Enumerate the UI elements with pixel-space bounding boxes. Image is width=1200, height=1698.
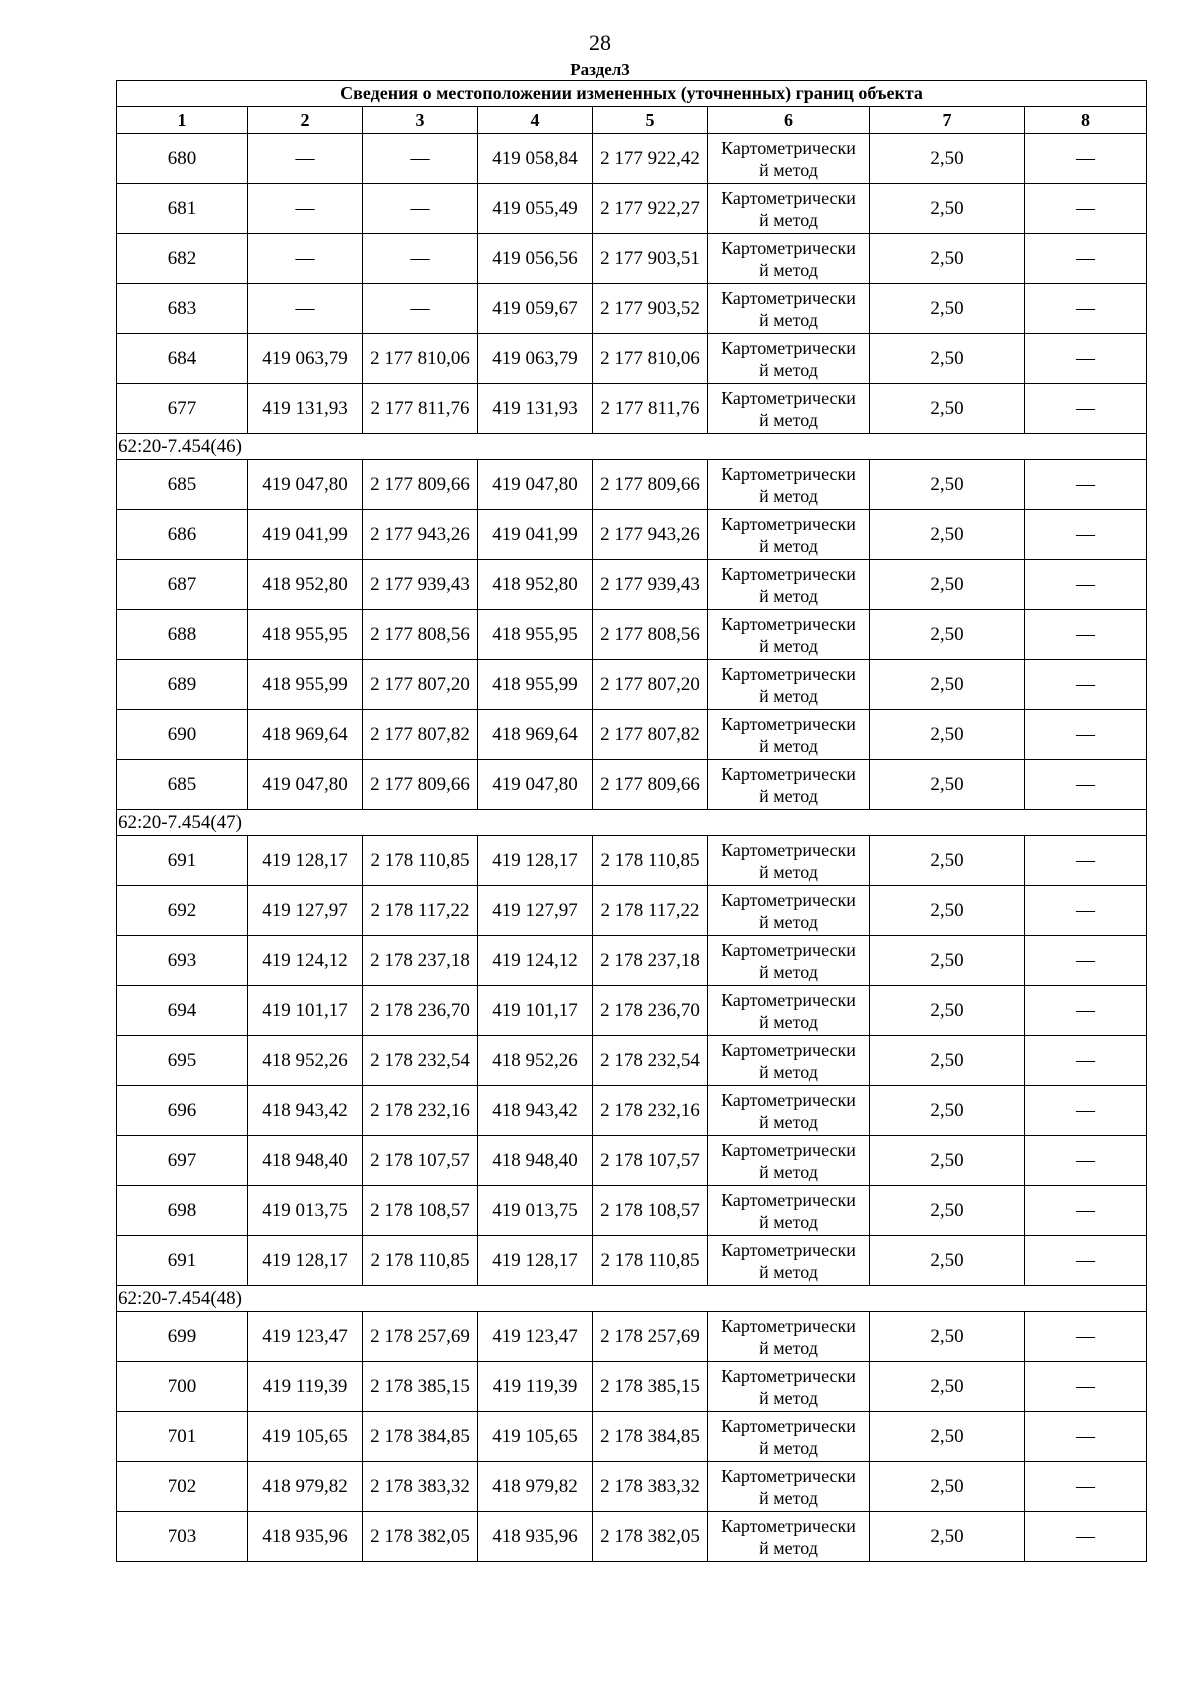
- cell-accuracy: 2,50: [870, 334, 1025, 384]
- cell-point-number: 697: [117, 1136, 248, 1186]
- cell-point-number: 698: [117, 1186, 248, 1236]
- cell-new-y: 2 178 232,54: [593, 1036, 708, 1086]
- cell-old-y: 2 178 384,85: [363, 1412, 478, 1462]
- cell-new-y: 2 177 903,52: [593, 284, 708, 334]
- cell-old-x: 419 127,97: [248, 886, 363, 936]
- cell-new-y: 2 177 808,56: [593, 610, 708, 660]
- cell-old-x: 419 013,75: [248, 1186, 363, 1236]
- cell-old-x: 418 955,95: [248, 610, 363, 660]
- section-title: Раздел3: [570, 60, 630, 79]
- cell-point-number: 694: [117, 986, 248, 1036]
- cell-method: Картометрически й метод: [708, 1036, 870, 1086]
- cell-accuracy: 2,50: [870, 836, 1025, 886]
- cell-new-y: 2 177 807,82: [593, 710, 708, 760]
- cell-old-y: 2 177 943,26: [363, 510, 478, 560]
- column-header: 8: [1025, 107, 1147, 134]
- cell-new-x: 418 952,26: [478, 1036, 593, 1086]
- group-row: [117, 434, 1147, 460]
- cell-method: Картометрически й метод: [708, 1462, 870, 1512]
- cell-old-y: 2 178 110,85: [363, 1236, 478, 1286]
- cell-old-y: 2 178 232,54: [363, 1036, 478, 1086]
- cell-accuracy: 2,50: [870, 234, 1025, 284]
- cell-new-y: 2 177 809,66: [593, 760, 708, 810]
- coordinates-table-container: [116, 80, 1146, 1562]
- table-row: [117, 1236, 1147, 1286]
- cell-old-x: 419 101,17: [248, 986, 363, 1036]
- cell-point-number: 689: [117, 660, 248, 710]
- cell-new-y: 2 178 117,22: [593, 886, 708, 936]
- cell-old-x: —: [248, 284, 363, 334]
- cell-accuracy: 2,50: [870, 660, 1025, 710]
- cell-method: Картометрически й метод: [708, 1362, 870, 1412]
- cell-new-x: 419 058,84: [478, 134, 593, 184]
- cell-description: —: [1025, 334, 1147, 384]
- table-caption-row: [117, 81, 1147, 107]
- table-row: [117, 836, 1147, 886]
- cell-new-x: 419 055,49: [478, 184, 593, 234]
- cell-new-y: 2 177 810,06: [593, 334, 708, 384]
- cell-point-number: 692: [117, 886, 248, 936]
- column-header: 3: [363, 107, 478, 134]
- cell-old-x: 418 952,80: [248, 560, 363, 610]
- cell-old-y: 2 178 383,32: [363, 1462, 478, 1512]
- table-caption: Сведения о местоположении измененных (уточненных) границ объекта: [117, 81, 1147, 107]
- cell-description: —: [1025, 1362, 1147, 1412]
- cell-accuracy: 2,50: [870, 1236, 1025, 1286]
- cell-old-x: —: [248, 134, 363, 184]
- cell-description: —: [1025, 836, 1147, 886]
- table-row: [117, 184, 1147, 234]
- cell-old-y: 2 178 232,16: [363, 1086, 478, 1136]
- cell-old-y: 2 178 236,70: [363, 986, 478, 1036]
- column-header-row: [117, 107, 1147, 134]
- cell-old-x: 418 948,40: [248, 1136, 363, 1186]
- table-row: [117, 1036, 1147, 1086]
- cell-new-x: 419 128,17: [478, 836, 593, 886]
- group-label: 62:20-7.454(46): [117, 434, 1147, 460]
- cell-new-x: 418 969,64: [478, 710, 593, 760]
- cell-description: —: [1025, 184, 1147, 234]
- cell-point-number: 695: [117, 1036, 248, 1086]
- cell-old-x: 418 969,64: [248, 710, 363, 760]
- cell-point-number: 691: [117, 1236, 248, 1286]
- cell-new-y: 2 178 382,05: [593, 1512, 708, 1562]
- cell-old-x: 419 063,79: [248, 334, 363, 384]
- cell-new-y: 2 178 108,57: [593, 1186, 708, 1236]
- cell-method: Картометрически й метод: [708, 1136, 870, 1186]
- cell-accuracy: 2,50: [870, 1186, 1025, 1236]
- cell-old-x: 419 119,39: [248, 1362, 363, 1412]
- cell-old-y: —: [363, 184, 478, 234]
- cell-old-y: 2 178 110,85: [363, 836, 478, 886]
- cell-method: Картометрически й метод: [708, 334, 870, 384]
- cell-method: Картометрически й метод: [708, 1086, 870, 1136]
- cell-method: Картометрически й метод: [708, 710, 870, 760]
- cell-new-y: 2 177 922,27: [593, 184, 708, 234]
- cell-method: Картометрически й метод: [708, 460, 870, 510]
- cell-accuracy: 2,50: [870, 284, 1025, 334]
- cell-new-x: 419 047,80: [478, 760, 593, 810]
- cell-new-x: 418 943,42: [478, 1086, 593, 1136]
- cell-new-x: 419 056,56: [478, 234, 593, 284]
- group-label: 62:20-7.454(48): [117, 1286, 1147, 1312]
- column-header: 7: [870, 107, 1025, 134]
- cell-description: —: [1025, 1186, 1147, 1236]
- cell-old-x: 419 047,80: [248, 760, 363, 810]
- cell-point-number: 688: [117, 610, 248, 660]
- cell-description: —: [1025, 284, 1147, 334]
- cell-new-y: 2 177 939,43: [593, 560, 708, 610]
- table-row: [117, 1312, 1147, 1362]
- cell-new-y: 2 177 922,42: [593, 134, 708, 184]
- cell-new-x: 418 955,99: [478, 660, 593, 710]
- cell-description: —: [1025, 710, 1147, 760]
- cell-new-y: 2 178 383,32: [593, 1462, 708, 1512]
- table-row: [117, 710, 1147, 760]
- cell-description: —: [1025, 760, 1147, 810]
- cell-description: —: [1025, 936, 1147, 986]
- cell-description: —: [1025, 1312, 1147, 1362]
- cell-description: —: [1025, 560, 1147, 610]
- table-row: [117, 460, 1147, 510]
- cell-old-y: 2 178 117,22: [363, 886, 478, 936]
- cell-old-y: 2 178 107,57: [363, 1136, 478, 1186]
- cell-point-number: 703: [117, 1512, 248, 1562]
- cell-method: Картометрически й метод: [708, 886, 870, 936]
- cell-new-x: 419 124,12: [478, 936, 593, 986]
- cell-description: —: [1025, 384, 1147, 434]
- cell-description: —: [1025, 1036, 1147, 1086]
- column-header: 1: [117, 107, 248, 134]
- cell-new-y: 2 178 237,18: [593, 936, 708, 986]
- table-row: [117, 234, 1147, 284]
- cell-new-y: 2 177 903,51: [593, 234, 708, 284]
- cell-accuracy: 2,50: [870, 1462, 1025, 1512]
- cell-point-number: 699: [117, 1312, 248, 1362]
- cell-method: Картометрически й метод: [708, 1186, 870, 1236]
- table-row: [117, 510, 1147, 560]
- cell-old-y: 2 178 257,69: [363, 1312, 478, 1362]
- table-row: [117, 1136, 1147, 1186]
- table-row: [117, 284, 1147, 334]
- cell-description: —: [1025, 1462, 1147, 1512]
- table-row: [117, 560, 1147, 610]
- cell-accuracy: 2,50: [870, 560, 1025, 610]
- cell-new-y: 2 177 807,20: [593, 660, 708, 710]
- table-row: [117, 1512, 1147, 1562]
- cell-method: Картометрически й метод: [708, 560, 870, 610]
- cell-new-x: 419 063,79: [478, 334, 593, 384]
- table-row: [117, 384, 1147, 434]
- cell-old-y: —: [363, 134, 478, 184]
- cell-accuracy: 2,50: [870, 760, 1025, 810]
- cell-old-y: 2 177 811,76: [363, 384, 478, 434]
- cell-accuracy: 2,50: [870, 384, 1025, 434]
- cell-accuracy: 2,50: [870, 1312, 1025, 1362]
- cell-old-y: 2 177 809,66: [363, 760, 478, 810]
- column-header: 4: [478, 107, 593, 134]
- cell-point-number: 680: [117, 134, 248, 184]
- cell-old-y: 2 178 237,18: [363, 936, 478, 986]
- cell-new-y: 2 178 257,69: [593, 1312, 708, 1362]
- cell-new-y: 2 177 811,76: [593, 384, 708, 434]
- cell-point-number: 686: [117, 510, 248, 560]
- table-row: [117, 1362, 1147, 1412]
- cell-description: —: [1025, 660, 1147, 710]
- cell-accuracy: 2,50: [870, 460, 1025, 510]
- cell-old-x: 419 105,65: [248, 1412, 363, 1462]
- cell-description: —: [1025, 134, 1147, 184]
- cell-old-y: 2 177 939,43: [363, 560, 478, 610]
- cell-old-x: 418 935,96: [248, 1512, 363, 1562]
- cell-new-x: 418 955,95: [478, 610, 593, 660]
- cell-new-x: 419 119,39: [478, 1362, 593, 1412]
- cell-new-x: 419 101,17: [478, 986, 593, 1036]
- cell-old-x: 419 124,12: [248, 936, 363, 986]
- coordinates-table: [116, 80, 1147, 1562]
- cell-accuracy: 2,50: [870, 986, 1025, 1036]
- cell-method: Картометрически й метод: [708, 936, 870, 986]
- cell-point-number: 682: [117, 234, 248, 284]
- cell-description: —: [1025, 986, 1147, 1036]
- cell-point-number: 700: [117, 1362, 248, 1412]
- cell-new-y: 2 178 107,57: [593, 1136, 708, 1186]
- cell-method: Картометрически й метод: [708, 836, 870, 886]
- cell-new-x: 418 948,40: [478, 1136, 593, 1186]
- cell-accuracy: 2,50: [870, 610, 1025, 660]
- cell-method: Картометрически й метод: [708, 384, 870, 434]
- cell-description: —: [1025, 1236, 1147, 1286]
- table-row: [117, 610, 1147, 660]
- cell-old-x: 419 123,47: [248, 1312, 363, 1362]
- cell-accuracy: 2,50: [870, 1136, 1025, 1186]
- group-row: [117, 1286, 1147, 1312]
- cell-method: Картометрически й метод: [708, 184, 870, 234]
- page-number: 28: [589, 30, 611, 55]
- cell-new-x: 419 013,75: [478, 1186, 593, 1236]
- table-row: [117, 886, 1147, 936]
- cell-old-x: 419 131,93: [248, 384, 363, 434]
- cell-method: Картометрически й метод: [708, 1512, 870, 1562]
- table-row: [117, 936, 1147, 986]
- cell-old-x: 418 979,82: [248, 1462, 363, 1512]
- column-header: 2: [248, 107, 363, 134]
- cell-new-y: 2 178 232,16: [593, 1086, 708, 1136]
- cell-old-y: 2 177 809,66: [363, 460, 478, 510]
- cell-point-number: 693: [117, 936, 248, 986]
- group-label: 62:20-7.454(47): [117, 810, 1147, 836]
- cell-method: Картометрически й метод: [708, 234, 870, 284]
- group-row: [117, 810, 1147, 836]
- cell-method: Картометрически й метод: [708, 510, 870, 560]
- cell-point-number: 685: [117, 460, 248, 510]
- cell-old-x: 418 952,26: [248, 1036, 363, 1086]
- cell-accuracy: 2,50: [870, 1412, 1025, 1462]
- cell-method: Картометрически й метод: [708, 986, 870, 1036]
- cell-point-number: 683: [117, 284, 248, 334]
- cell-new-y: 2 177 809,66: [593, 460, 708, 510]
- cell-new-x: 419 105,65: [478, 1412, 593, 1462]
- cell-point-number: 690: [117, 710, 248, 760]
- cell-method: Картометрически й метод: [708, 284, 870, 334]
- cell-description: —: [1025, 510, 1147, 560]
- cell-accuracy: 2,50: [870, 1512, 1025, 1562]
- cell-description: —: [1025, 1086, 1147, 1136]
- cell-old-x: 419 041,99: [248, 510, 363, 560]
- cell-accuracy: 2,50: [870, 936, 1025, 986]
- cell-new-x: 419 131,93: [478, 384, 593, 434]
- cell-new-y: 2 178 110,85: [593, 836, 708, 886]
- cell-method: Картометрически й метод: [708, 134, 870, 184]
- cell-old-x: 419 047,80: [248, 460, 363, 510]
- cell-new-x: 419 041,99: [478, 510, 593, 560]
- cell-old-y: 2 177 807,82: [363, 710, 478, 760]
- cell-point-number: 681: [117, 184, 248, 234]
- cell-old-x: 418 955,99: [248, 660, 363, 710]
- cell-new-y: 2 178 110,85: [593, 1236, 708, 1286]
- cell-accuracy: 2,50: [870, 710, 1025, 760]
- cell-accuracy: 2,50: [870, 1036, 1025, 1086]
- cell-new-x: 419 127,97: [478, 886, 593, 936]
- cell-new-x: 418 935,96: [478, 1512, 593, 1562]
- cell-old-y: 2 178 382,05: [363, 1512, 478, 1562]
- cell-accuracy: 2,50: [870, 886, 1025, 936]
- cell-point-number: 696: [117, 1086, 248, 1136]
- cell-point-number: 702: [117, 1462, 248, 1512]
- cell-accuracy: 2,50: [870, 510, 1025, 560]
- cell-point-number: 701: [117, 1412, 248, 1462]
- column-header: 6: [708, 107, 870, 134]
- cell-description: —: [1025, 234, 1147, 284]
- cell-old-y: —: [363, 234, 478, 284]
- table-row: [117, 1086, 1147, 1136]
- cell-method: Картометрически й метод: [708, 660, 870, 710]
- cell-description: —: [1025, 1512, 1147, 1562]
- cell-new-x: 419 128,17: [478, 1236, 593, 1286]
- cell-point-number: 677: [117, 384, 248, 434]
- cell-old-y: 2 177 807,20: [363, 660, 478, 710]
- cell-accuracy: 2,50: [870, 184, 1025, 234]
- cell-old-y: 2 178 385,15: [363, 1362, 478, 1412]
- cell-accuracy: 2,50: [870, 1086, 1025, 1136]
- cell-old-x: 419 128,17: [248, 836, 363, 886]
- cell-old-x: 418 943,42: [248, 1086, 363, 1136]
- cell-new-y: 2 177 943,26: [593, 510, 708, 560]
- cell-point-number: 691: [117, 836, 248, 886]
- table-row: [117, 986, 1147, 1036]
- cell-new-y: 2 178 384,85: [593, 1412, 708, 1462]
- cell-description: —: [1025, 1136, 1147, 1186]
- table-row: [117, 334, 1147, 384]
- cell-point-number: 687: [117, 560, 248, 610]
- table-row: [117, 1186, 1147, 1236]
- cell-new-x: 419 123,47: [478, 1312, 593, 1362]
- cell-description: —: [1025, 610, 1147, 660]
- cell-description: —: [1025, 1412, 1147, 1462]
- cell-old-x: —: [248, 234, 363, 284]
- cell-accuracy: 2,50: [870, 134, 1025, 184]
- cell-description: —: [1025, 460, 1147, 510]
- column-header: 5: [593, 107, 708, 134]
- cell-accuracy: 2,50: [870, 1362, 1025, 1412]
- cell-new-x: 418 952,80: [478, 560, 593, 610]
- cell-new-x: 419 047,80: [478, 460, 593, 510]
- cell-new-y: 2 178 385,15: [593, 1362, 708, 1412]
- cell-old-x: 419 128,17: [248, 1236, 363, 1286]
- cell-point-number: 684: [117, 334, 248, 384]
- cell-method: Картометрически й метод: [708, 610, 870, 660]
- table-row: [117, 1412, 1147, 1462]
- cell-old-y: 2 177 808,56: [363, 610, 478, 660]
- cell-old-y: 2 178 108,57: [363, 1186, 478, 1236]
- cell-method: Картометрически й метод: [708, 1412, 870, 1462]
- cell-description: —: [1025, 886, 1147, 936]
- table-row: [117, 134, 1147, 184]
- cell-method: Картометрически й метод: [708, 760, 870, 810]
- cell-method: Картометрически й метод: [708, 1312, 870, 1362]
- cell-method: Картометрически й метод: [708, 1236, 870, 1286]
- cell-old-x: —: [248, 184, 363, 234]
- cell-old-y: 2 177 810,06: [363, 334, 478, 384]
- cell-new-y: 2 178 236,70: [593, 986, 708, 1036]
- table-row: [117, 1462, 1147, 1512]
- table-row: [117, 760, 1147, 810]
- cell-point-number: 685: [117, 760, 248, 810]
- table-body: [117, 81, 1147, 1562]
- table-row: [117, 660, 1147, 710]
- cell-new-x: 418 979,82: [478, 1462, 593, 1512]
- cell-new-x: 419 059,67: [478, 284, 593, 334]
- cell-old-y: —: [363, 284, 478, 334]
